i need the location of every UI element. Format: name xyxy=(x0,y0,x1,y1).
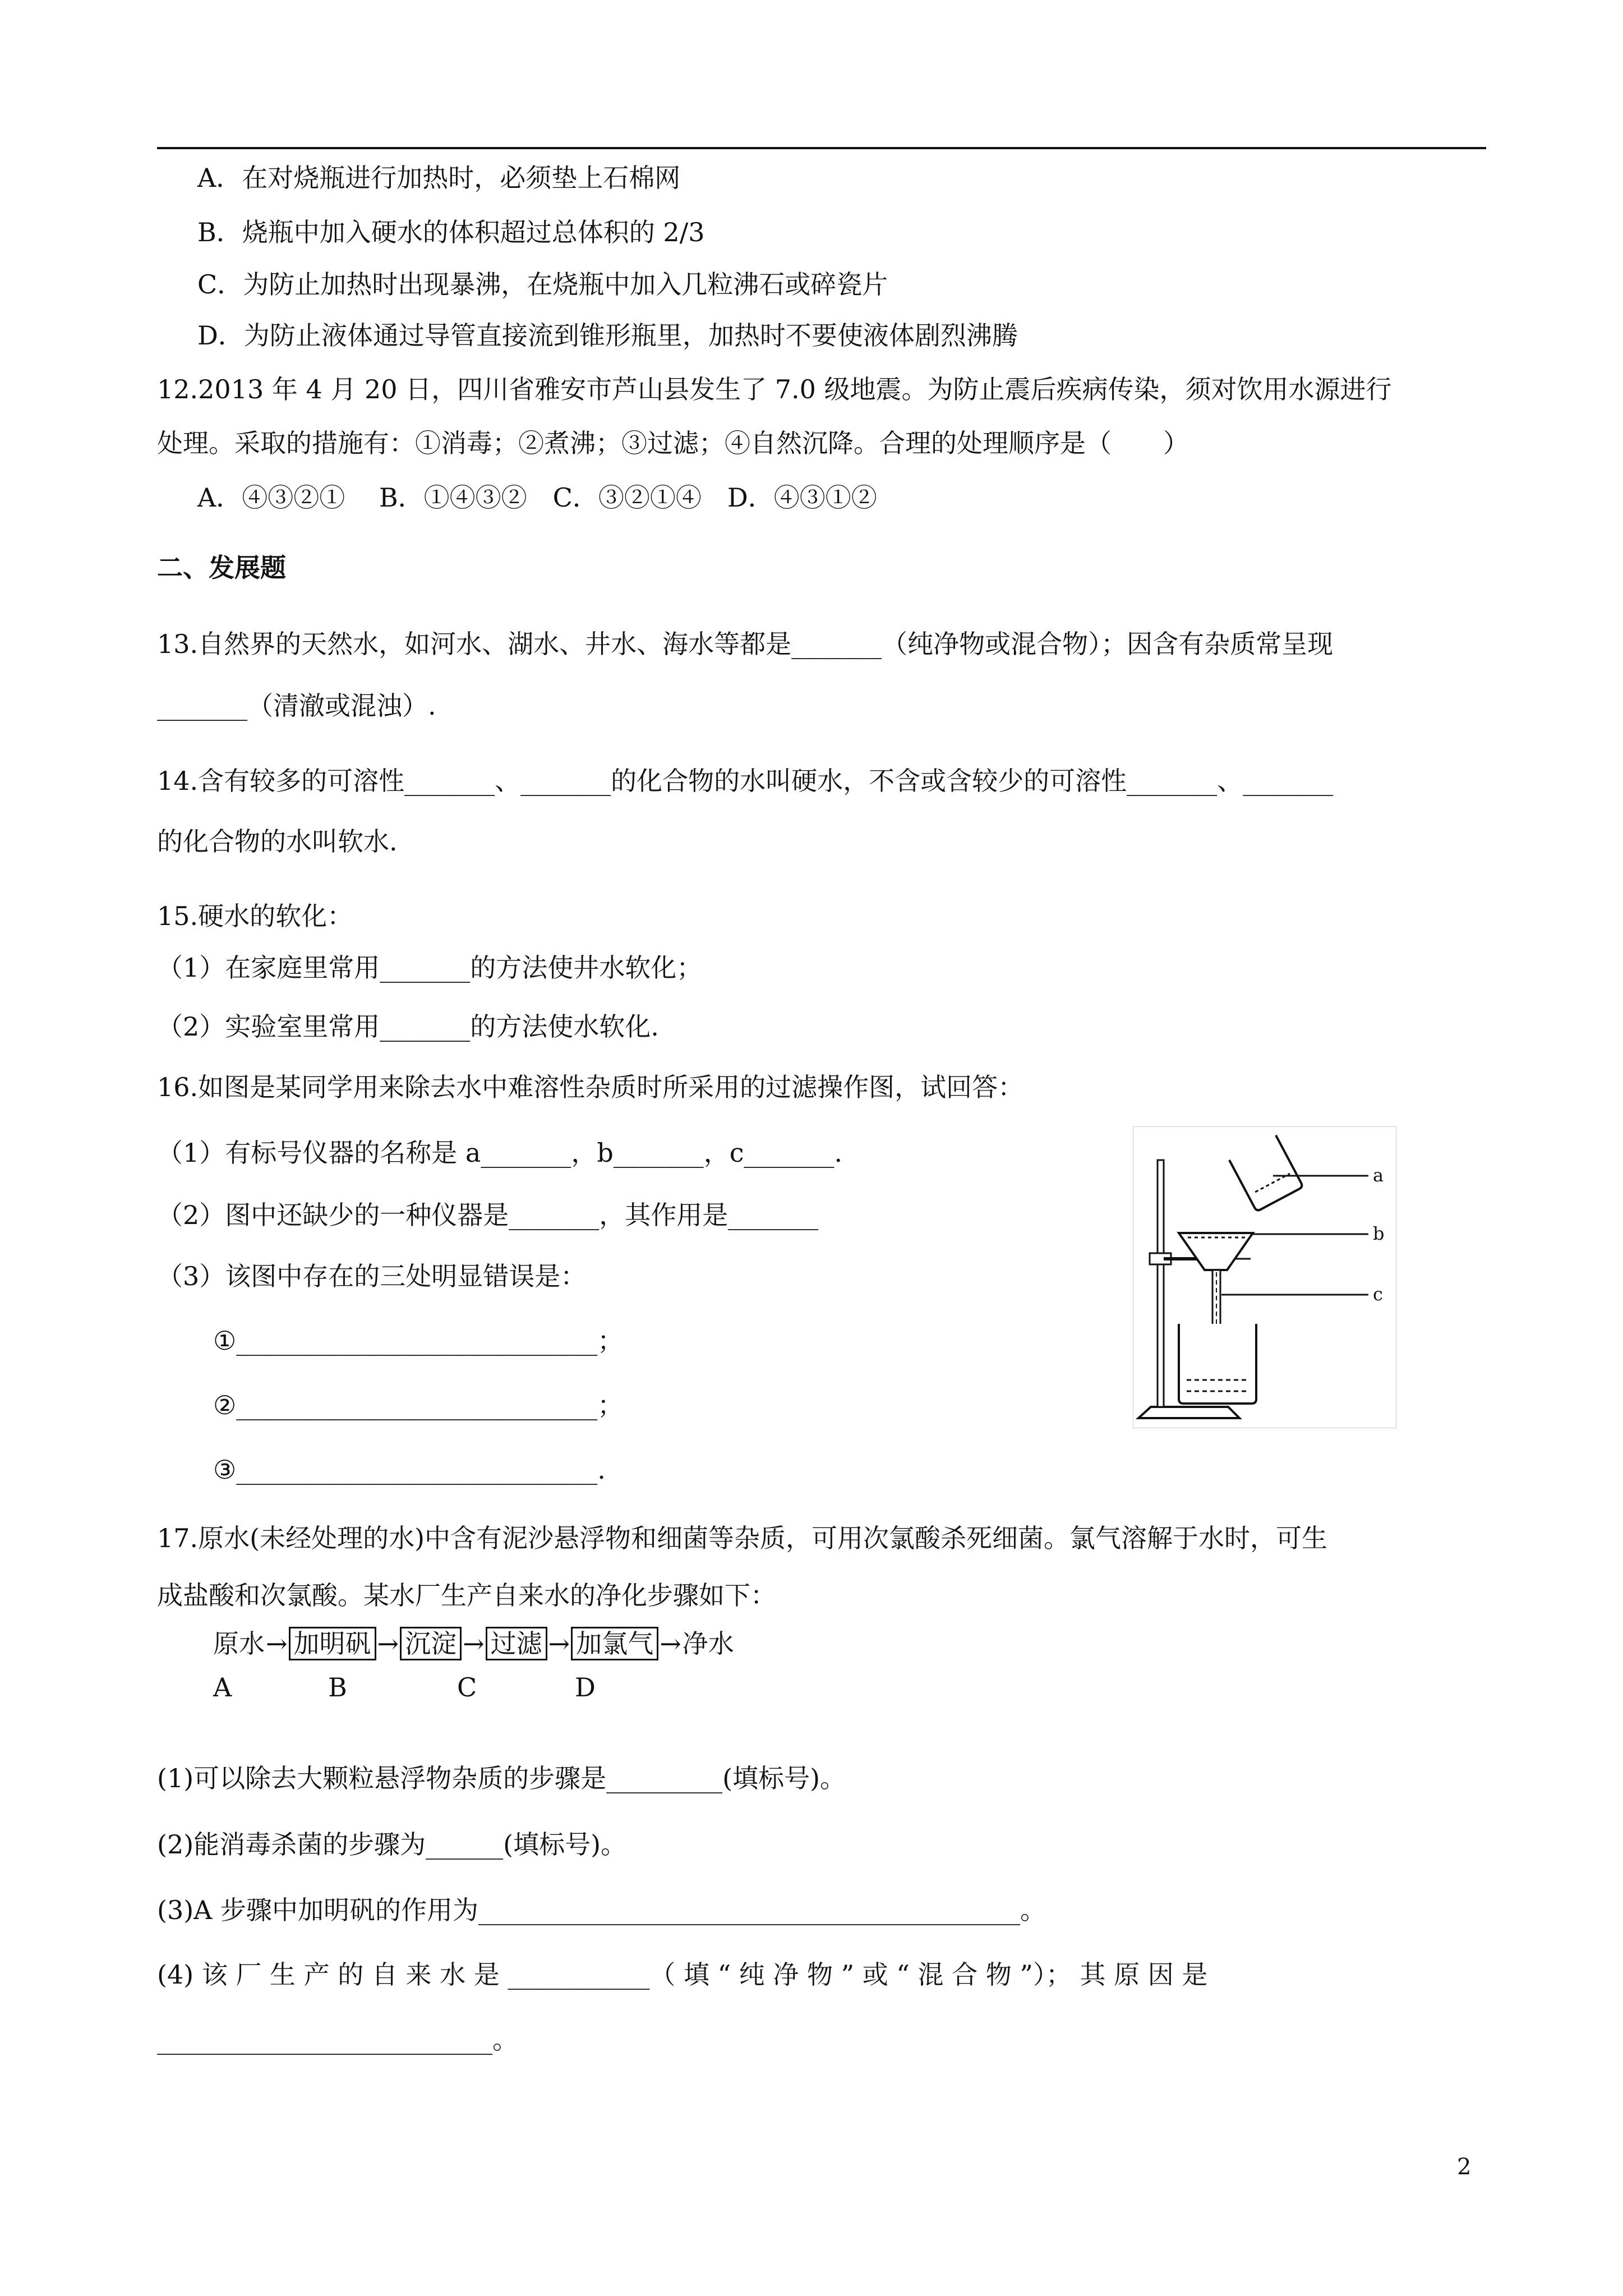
q17-sub4-line2: __________________________。 xyxy=(157,2024,518,2055)
page-number: 2 xyxy=(1457,2154,1472,2180)
q16-error-1: ①____________________________； xyxy=(213,1326,624,1356)
q16-error-3: ③____________________________. xyxy=(213,1455,606,1485)
stand-rod xyxy=(1158,1160,1164,1407)
label-b: b xyxy=(1373,1223,1385,1244)
q13-line1: 13.自然界的天然水，如河水、湖水、井水、海水等都是_______（纯净物或混合物）；因含有杂质常呈现 xyxy=(157,629,1334,659)
q11-option-d: D．为防止液体通过导管直接流到锥形瓶里，加热时不要使液体剧烈沸腾 xyxy=(197,320,1018,351)
q16-part3: （3）该图中存在的三处明显错误是： xyxy=(157,1261,587,1291)
q12-line2: 处理。采取的措施有：①消毒；②煮沸；③过滤；④自然沉降。合理的处理顺序是（ ） xyxy=(157,428,1189,458)
q17-sub1: (1)可以除去大颗粒悬浮物杂质的步骤是_________(填标号)。 xyxy=(157,1763,846,1793)
flow-letter-c: C xyxy=(457,1672,477,1703)
q17-sub3: (3)A 步骤中加明矾的作用为__________________________________________。 xyxy=(157,1895,1046,1925)
flow-arrow: → xyxy=(266,1628,288,1659)
flow-arrow: → xyxy=(548,1628,570,1659)
q17-sub2: (2)能消毒杀菌的步骤为______(填标号)。 xyxy=(157,1829,627,1860)
q16-error-2: ②____________________________； xyxy=(213,1390,624,1420)
q17-line1: 17.原水(未经处理的水)中含有泥沙悬浮物和细菌等杂质，可用次氯酸杀死细菌。氯气溶解于水时，可生 xyxy=(157,1523,1328,1553)
q14-line1: 14.含有较多的可溶性_______、_______的化合物的水叫硬水，不含或含较少的可溶性_______、_______ xyxy=(157,766,1334,796)
purification-flow xyxy=(213,1627,734,1660)
flow-start: 原水 xyxy=(213,1628,265,1659)
q12-options: A．④③②① B．①④③② C．③②①④ D．④③①② xyxy=(197,482,877,513)
q17-line2: 成盐酸和次氯酸。某水厂生产自来水的净化步骤如下： xyxy=(157,1580,776,1611)
label-c: c xyxy=(1373,1283,1383,1305)
q17-sub4: (4) 该 厂 生 产 的 自 来 水 是 ___________（ 填 “ 纯 净 物 ” 或 “ 混 合 物 ”）； 其 原 因 是 xyxy=(157,1959,1208,1990)
q16-part1: （1）有标号仪器的名称是 a_______，b_______，c_______. xyxy=(157,1138,843,1168)
flow-end: 净水 xyxy=(682,1628,734,1659)
flow-step-a: 加明矾 xyxy=(289,1627,376,1660)
flow-step-letters xyxy=(0,1671,1623,1704)
flow-arrow: → xyxy=(377,1628,399,1659)
stand-base xyxy=(1138,1407,1239,1418)
q14-line2: 的化合物的水叫软水. xyxy=(157,826,398,857)
q16-part2: （2）图中还缺少的一种仪器是_______，其作用是_______ xyxy=(157,1200,819,1230)
flow-arrow: → xyxy=(660,1628,681,1659)
q15-part1: （1）在家庭里常用_______的方法使井水软化； xyxy=(157,953,703,983)
label-a: a xyxy=(1373,1165,1384,1186)
q11-option-a: A．在对烧瓶进行加热时，必须垫上石棉网 xyxy=(197,163,681,193)
header-rule xyxy=(157,147,1486,149)
q11-option-c: C．为防止加热时出现暴沸，在烧瓶中加入几粒沸石或碎瓷片 xyxy=(197,269,888,300)
filtration-apparatus-figure xyxy=(1133,1126,1396,1428)
flow-step-d: 加氯气 xyxy=(571,1627,658,1660)
flow-step-b: 沉淀 xyxy=(400,1627,462,1660)
flow-letter-b: B xyxy=(328,1672,347,1703)
q12-line1: 12.2013 年 4 月 20 日，四川省雅安市芦山县发生了 7.0 级地震。为防止震后疾病传染，须对饮用水源进行 xyxy=(157,374,1392,404)
flow-step-c: 过滤 xyxy=(486,1627,547,1660)
section-title: 二、发展题 xyxy=(157,553,286,583)
flow-arrow: → xyxy=(463,1628,485,1659)
q11-option-b: B．烧瓶中加入硬水的体积超过总体积的 2/3 xyxy=(197,217,705,247)
q13-line2: _______（清澈或混浊）. xyxy=(157,691,436,721)
flow-letter-a: A xyxy=(213,1672,232,1703)
flow-letter-d: D xyxy=(575,1672,596,1703)
q15-part2: （2）实验室里常用_______的方法使水软化. xyxy=(157,1011,659,1042)
q16-title: 16.如图是某同学用来除去水中难溶性杂质时所采用的过滤操作图，试回答： xyxy=(157,1072,1024,1102)
q15-title: 15.硬水的软化： xyxy=(157,901,353,931)
